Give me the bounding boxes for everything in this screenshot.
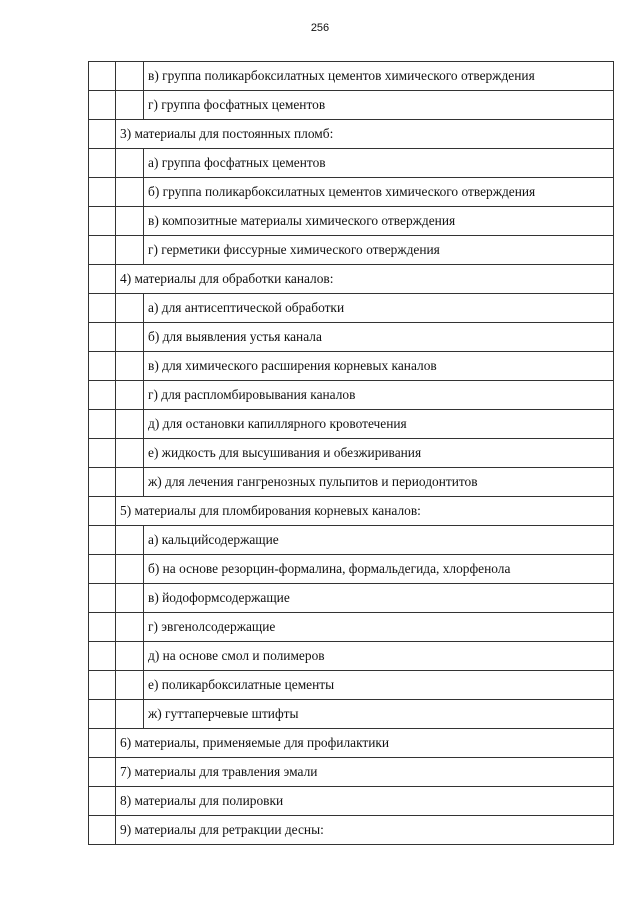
row-sub-cell xyxy=(116,62,144,91)
row-sub-cell xyxy=(116,294,144,323)
group-text-cell: 6) материалы, применяемые для профилактики xyxy=(116,729,614,758)
table-row-item xyxy=(89,410,614,439)
row-number-cell xyxy=(89,816,116,845)
row-number-cell xyxy=(89,671,116,700)
table-row-item xyxy=(89,91,614,120)
row-number-cell xyxy=(89,468,116,497)
row-sub-cell xyxy=(116,323,144,352)
group-text-cell: 3) материалы для постоянных пломб: xyxy=(116,120,614,149)
table-row-item xyxy=(89,555,614,584)
item-text-cell: б) на основе резорцин-формалина, формальдегида, хлорфенола xyxy=(144,555,614,584)
row-sub-cell xyxy=(116,555,144,584)
group-text-cell: 7) материалы для травления эмали xyxy=(116,758,614,787)
table-row-item xyxy=(89,642,614,671)
row-number-cell xyxy=(89,294,116,323)
page-number: 256 xyxy=(310,22,330,34)
table-row-item xyxy=(89,323,614,352)
table-row-item xyxy=(89,236,614,265)
row-number-cell xyxy=(89,729,116,758)
row-number-cell xyxy=(89,758,116,787)
row-sub-cell xyxy=(116,381,144,410)
row-number-cell xyxy=(89,497,116,526)
group-text-cell: 9) материалы для ретракции десны: xyxy=(116,816,614,845)
item-text-cell: г) группа фосфатных цементов xyxy=(144,91,614,120)
item-text-cell: в) йодоформсодержащие xyxy=(144,584,614,613)
row-sub-cell xyxy=(116,642,144,671)
row-number-cell xyxy=(89,642,116,671)
row-number-cell xyxy=(89,207,116,236)
group-text-cell: 5) материалы для пломбирования корневых каналов: xyxy=(116,497,614,526)
item-text-cell: в) для химического расширения корневых каналов xyxy=(144,352,614,381)
row-number-cell xyxy=(89,555,116,584)
row-number-cell xyxy=(89,584,116,613)
table-row-item xyxy=(89,207,614,236)
item-text-cell: д) на основе смол и полимеров xyxy=(144,642,614,671)
row-sub-cell xyxy=(116,439,144,468)
row-number-cell xyxy=(89,787,116,816)
table-row-group xyxy=(89,758,614,787)
row-number-cell xyxy=(89,178,116,207)
row-number-cell xyxy=(89,91,116,120)
table-row-item xyxy=(89,584,614,613)
row-number-cell xyxy=(89,700,116,729)
materials-table xyxy=(88,61,614,845)
table-row-group xyxy=(89,729,614,758)
table-row-group xyxy=(89,265,614,294)
table-row-item xyxy=(89,613,614,642)
item-text-cell: а) для антисептической обработки xyxy=(144,294,614,323)
row-sub-cell xyxy=(116,178,144,207)
row-sub-cell xyxy=(116,671,144,700)
row-number-cell xyxy=(89,265,116,294)
item-text-cell: в) композитные материалы химического отверждения xyxy=(144,207,614,236)
row-sub-cell xyxy=(116,526,144,555)
row-number-cell xyxy=(89,62,116,91)
row-sub-cell xyxy=(116,352,144,381)
row-sub-cell xyxy=(116,149,144,178)
row-sub-cell xyxy=(116,468,144,497)
item-text-cell: г) герметики фиссурные химического отверждения xyxy=(144,236,614,265)
group-text-cell: 4) материалы для обработки каналов: xyxy=(116,265,614,294)
materials-table-body xyxy=(89,62,614,845)
row-sub-cell xyxy=(116,613,144,642)
row-sub-cell xyxy=(116,584,144,613)
table-row-group xyxy=(89,120,614,149)
row-sub-cell xyxy=(116,91,144,120)
item-text-cell: е) поликарбоксилатные цементы xyxy=(144,671,614,700)
group-text-cell: 8) материалы для полировки xyxy=(116,787,614,816)
row-number-cell xyxy=(89,410,116,439)
table-row-item xyxy=(89,439,614,468)
row-number-cell xyxy=(89,236,116,265)
item-text-cell: в) группа поликарбоксилатных цементов химического отверждения xyxy=(144,62,614,91)
table-row-item xyxy=(89,294,614,323)
item-text-cell: б) для выявления устья канала xyxy=(144,323,614,352)
table-row-item xyxy=(89,700,614,729)
row-sub-cell xyxy=(116,207,144,236)
row-number-cell xyxy=(89,381,116,410)
item-text-cell: е) жидкость для высушивания и обезжиривания xyxy=(144,439,614,468)
item-text-cell: б) группа поликарбоксилатных цементов химического отверждения xyxy=(144,178,614,207)
row-number-cell xyxy=(89,439,116,468)
row-number-cell xyxy=(89,149,116,178)
table-row-item xyxy=(89,671,614,700)
row-sub-cell xyxy=(116,410,144,439)
row-sub-cell xyxy=(116,700,144,729)
table-row-item xyxy=(89,178,614,207)
row-number-cell xyxy=(89,526,116,555)
row-number-cell xyxy=(89,613,116,642)
item-text-cell: а) кальцийсодержащие xyxy=(144,526,614,555)
table-row-item xyxy=(89,468,614,497)
item-text-cell: д) для остановки капиллярного кровотечения xyxy=(144,410,614,439)
table-row-item xyxy=(89,352,614,381)
item-text-cell: ж) гуттаперчевые штифты xyxy=(144,700,614,729)
table-row-group xyxy=(89,787,614,816)
table-row-group xyxy=(89,497,614,526)
table-row-item xyxy=(89,526,614,555)
item-text-cell: г) для распломбировывания каналов xyxy=(144,381,614,410)
table-row-item xyxy=(89,149,614,178)
item-text-cell: г) эвгенолсодержащие xyxy=(144,613,614,642)
row-number-cell xyxy=(89,323,116,352)
item-text-cell: а) группа фосфатных цементов xyxy=(144,149,614,178)
row-sub-cell xyxy=(116,236,144,265)
table-row-item xyxy=(89,381,614,410)
table-row-group xyxy=(89,816,614,845)
item-text-cell: ж) для лечения гангренозных пульпитов и периодонтитов xyxy=(144,468,614,497)
row-number-cell xyxy=(89,120,116,149)
table-row-item xyxy=(89,62,614,91)
row-number-cell xyxy=(89,352,116,381)
